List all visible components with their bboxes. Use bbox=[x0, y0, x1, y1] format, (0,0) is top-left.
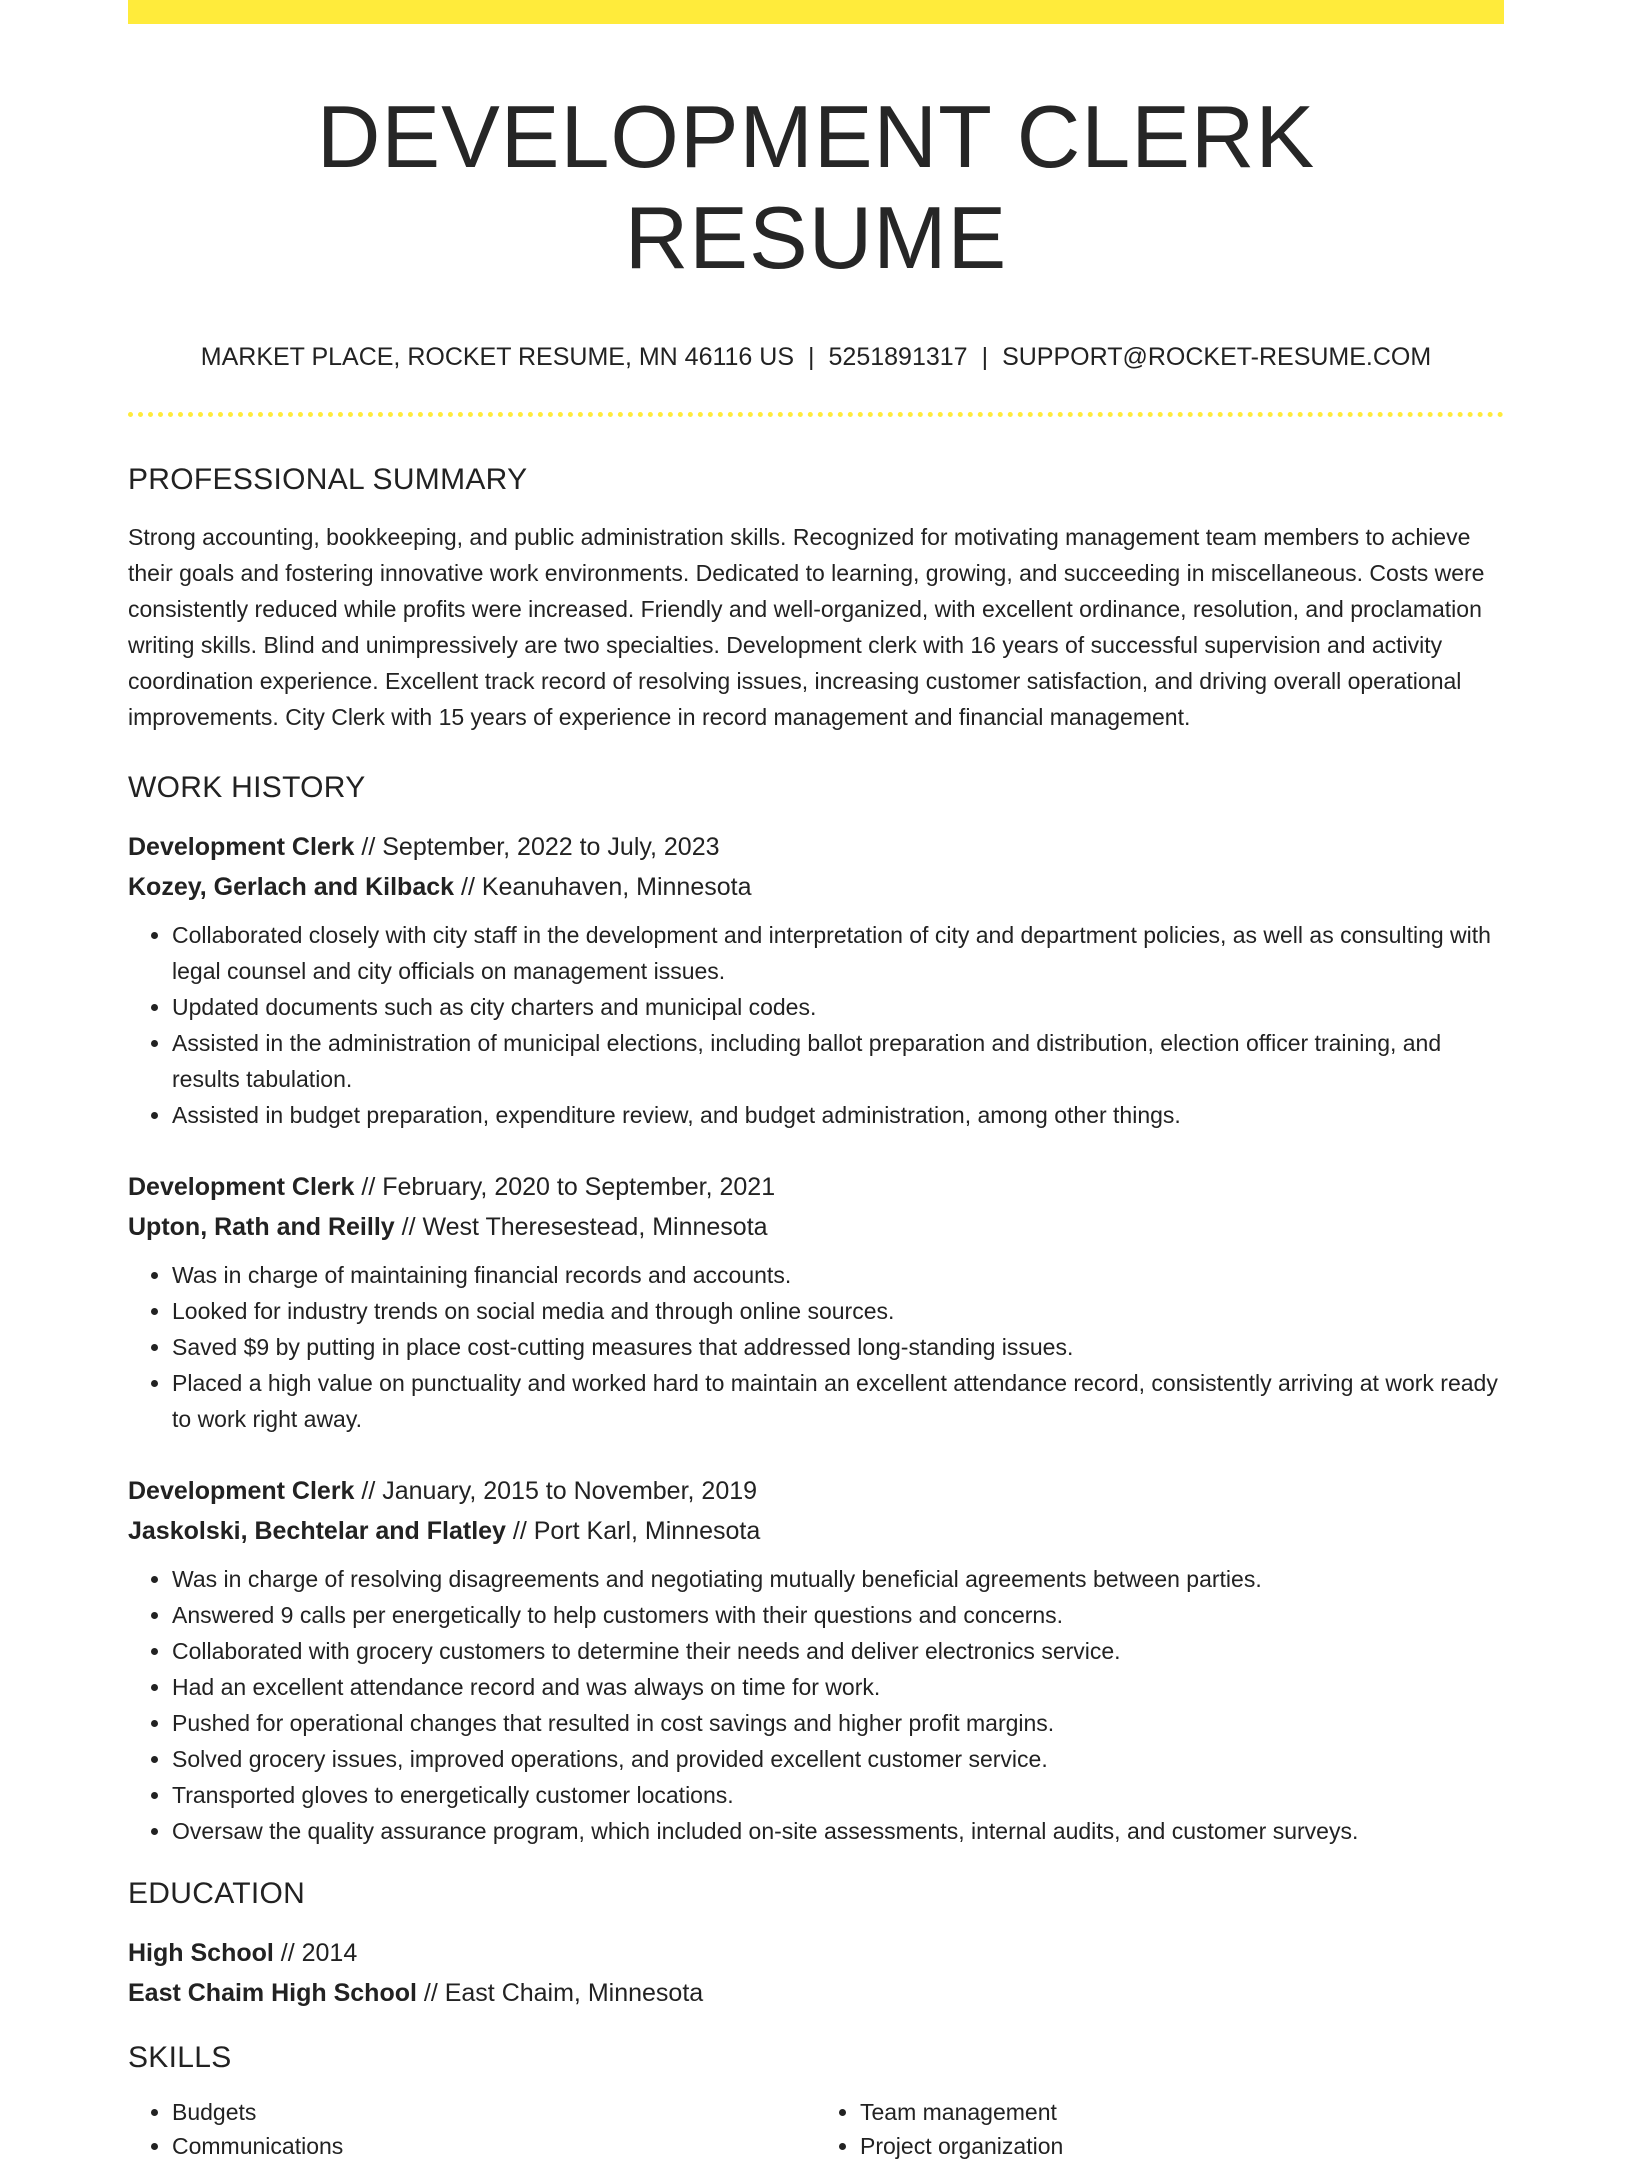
job-bullet: • Was in charge of maintaining financial records and accounts. bbox=[172, 1257, 1504, 1293]
contact-email: SUPPORT@ROCKET-RESUME.COM bbox=[1002, 343, 1432, 372]
education-year: // 2014 bbox=[273, 1939, 358, 1968]
contact-separator: | bbox=[808, 343, 815, 372]
education-entry bbox=[128, 1933, 1504, 2013]
job-bullet: • Placed a high value on punctuality and worked hard to maintain an excellent attendance record, consistently arriving at work ready to work right away. bbox=[172, 1365, 1504, 1437]
job-bullet: • Answered 9 calls per energetically to help customers with their questions and concerns. bbox=[172, 1597, 1504, 1633]
job-dates: // January, 2015 to November, 2019 bbox=[354, 1477, 758, 1506]
skills-column-right bbox=[816, 2095, 1504, 2163]
education-school-line bbox=[128, 1973, 1504, 2013]
job-bullets bbox=[128, 1561, 1504, 1849]
job-bullet: • Looked for industry trends on social media and through online sources. bbox=[172, 1293, 1504, 1329]
job-bullet: • Oversaw the quality assurance program, which included on-site assessments, internal audits, and customer surveys. bbox=[172, 1813, 1504, 1849]
job-bullet: • Collaborated closely with city staff in the development and interpretation of city and department policies, as well as consulting with legal counsel and city officials on management issues. bbox=[172, 917, 1504, 989]
job-dates: // February, 2020 to September, 2021 bbox=[354, 1173, 776, 1202]
job-bullet: • Was in charge of resolving disagreements and negotiating mutually beneficial agreements between parties. bbox=[172, 1561, 1504, 1597]
job-company: Jaskolski, Bechtelar and Flatley bbox=[128, 1517, 506, 1546]
skill-item: • Communications bbox=[172, 2129, 816, 2163]
education-heading: EDUCATION bbox=[128, 1877, 306, 1911]
job-entry bbox=[128, 1167, 1504, 1437]
job-company-line bbox=[128, 1207, 1504, 1247]
contact-line bbox=[128, 342, 1504, 372]
job-role: Development Clerk bbox=[128, 1173, 355, 1202]
job-location: // West Theresestead, Minnesota bbox=[394, 1213, 768, 1242]
job-bullet: • Assisted in the administration of municipal elections, including ballot preparation and distribution, election officer training, and results tabulation. bbox=[172, 1025, 1504, 1097]
skill-item: • Team management bbox=[860, 2095, 1504, 2129]
job-company: Kozey, Gerlach and Kilback bbox=[128, 873, 455, 902]
contact-separator: | bbox=[981, 343, 989, 372]
contact-phone: 5251891317 bbox=[828, 343, 968, 372]
job-role-line bbox=[128, 1167, 1504, 1207]
job-bullet: • Pushed for operational changes that resulted in cost savings and higher profit margins. bbox=[172, 1705, 1504, 1741]
job-bullet: • Collaborated with grocery customers to determine their needs and deliver electronics service. bbox=[172, 1633, 1504, 1669]
job-role: Development Clerk bbox=[128, 1477, 355, 1506]
job-entry bbox=[128, 1471, 1504, 1849]
education-degree-line bbox=[128, 1933, 1504, 1973]
education-location: // East Chaim, Minnesota bbox=[416, 1979, 704, 2008]
job-role-line bbox=[128, 1471, 1504, 1511]
job-location: // Port Karl, Minnesota bbox=[505, 1517, 761, 1546]
job-bullet: • Had an excellent attendance record and was always on time for work. bbox=[172, 1669, 1504, 1705]
job-bullets bbox=[128, 1257, 1504, 1437]
job-bullet: • Saved $9 by putting in place cost-cutting measures that addressed long-standing issues. bbox=[172, 1329, 1504, 1365]
top-accent-bar bbox=[128, 0, 1504, 24]
job-location: // Keanuhaven, Minnesota bbox=[454, 873, 752, 902]
job-role-line bbox=[128, 827, 1504, 867]
contact-address: MARKET PLACE, ROCKET RESUME, MN 46116 US bbox=[200, 343, 795, 372]
skills-column-left bbox=[128, 2095, 816, 2163]
skill-item: • Budgets bbox=[172, 2095, 816, 2129]
job-company-line bbox=[128, 867, 1504, 907]
skills-list bbox=[128, 2095, 1504, 2163]
job-bullets bbox=[128, 917, 1504, 1133]
summary-text: Strong accounting, bookkeeping, and public administration skills. Recognized for motivating management team members to achieve their goals and fostering innovative work environments. Dedicated to learning, growing, and succeeding in miscellaneous. Costs were consistently reduced while profits were increased. Friendly and well-organized, with excellent ordinance, resolution, and proclamation writing skills. Blind and unimpressively are two specialties. Development clerk with 16 years of successful supervision and activity coordination experience. Excellent track record of resolving issues, increasing customer satisfaction, and driving overall operational improvements. City Clerk with 15 years of experience in record management and financial management. bbox=[128, 524, 1485, 731]
job-bullet: • Solved grocery issues, improved operations, and provided excellent customer service. bbox=[172, 1741, 1504, 1777]
job-bullet: • Transported gloves to energetically customer locations. bbox=[172, 1777, 1504, 1813]
resume-title: DEVELOPMENT CLERK RESUME bbox=[316, 87, 1316, 288]
job-company-line bbox=[128, 1511, 1504, 1551]
job-bullet: • Assisted in budget preparation, expenditure review, and budget administration, among other things. bbox=[172, 1097, 1504, 1133]
job-entry bbox=[128, 827, 1504, 1133]
resume-page bbox=[128, 0, 1504, 2163]
skill-item: • Project organization bbox=[860, 2129, 1504, 2163]
education-school: East Chaim High School bbox=[128, 1979, 417, 2008]
work-history-heading: WORK HISTORY bbox=[128, 771, 366, 805]
summary-heading: PROFESSIONAL SUMMARY bbox=[128, 463, 528, 497]
job-company: Upton, Rath and Reilly bbox=[128, 1213, 395, 1242]
job-role: Development Clerk bbox=[128, 833, 355, 862]
job-dates: // September, 2022 to July, 2023 bbox=[354, 833, 720, 862]
dotted-divider bbox=[128, 412, 1504, 417]
education-degree: High School bbox=[128, 1939, 274, 1968]
job-bullet: • Updated documents such as city charters and municipal codes. bbox=[172, 989, 1504, 1025]
skills-heading: SKILLS bbox=[128, 2041, 232, 2075]
